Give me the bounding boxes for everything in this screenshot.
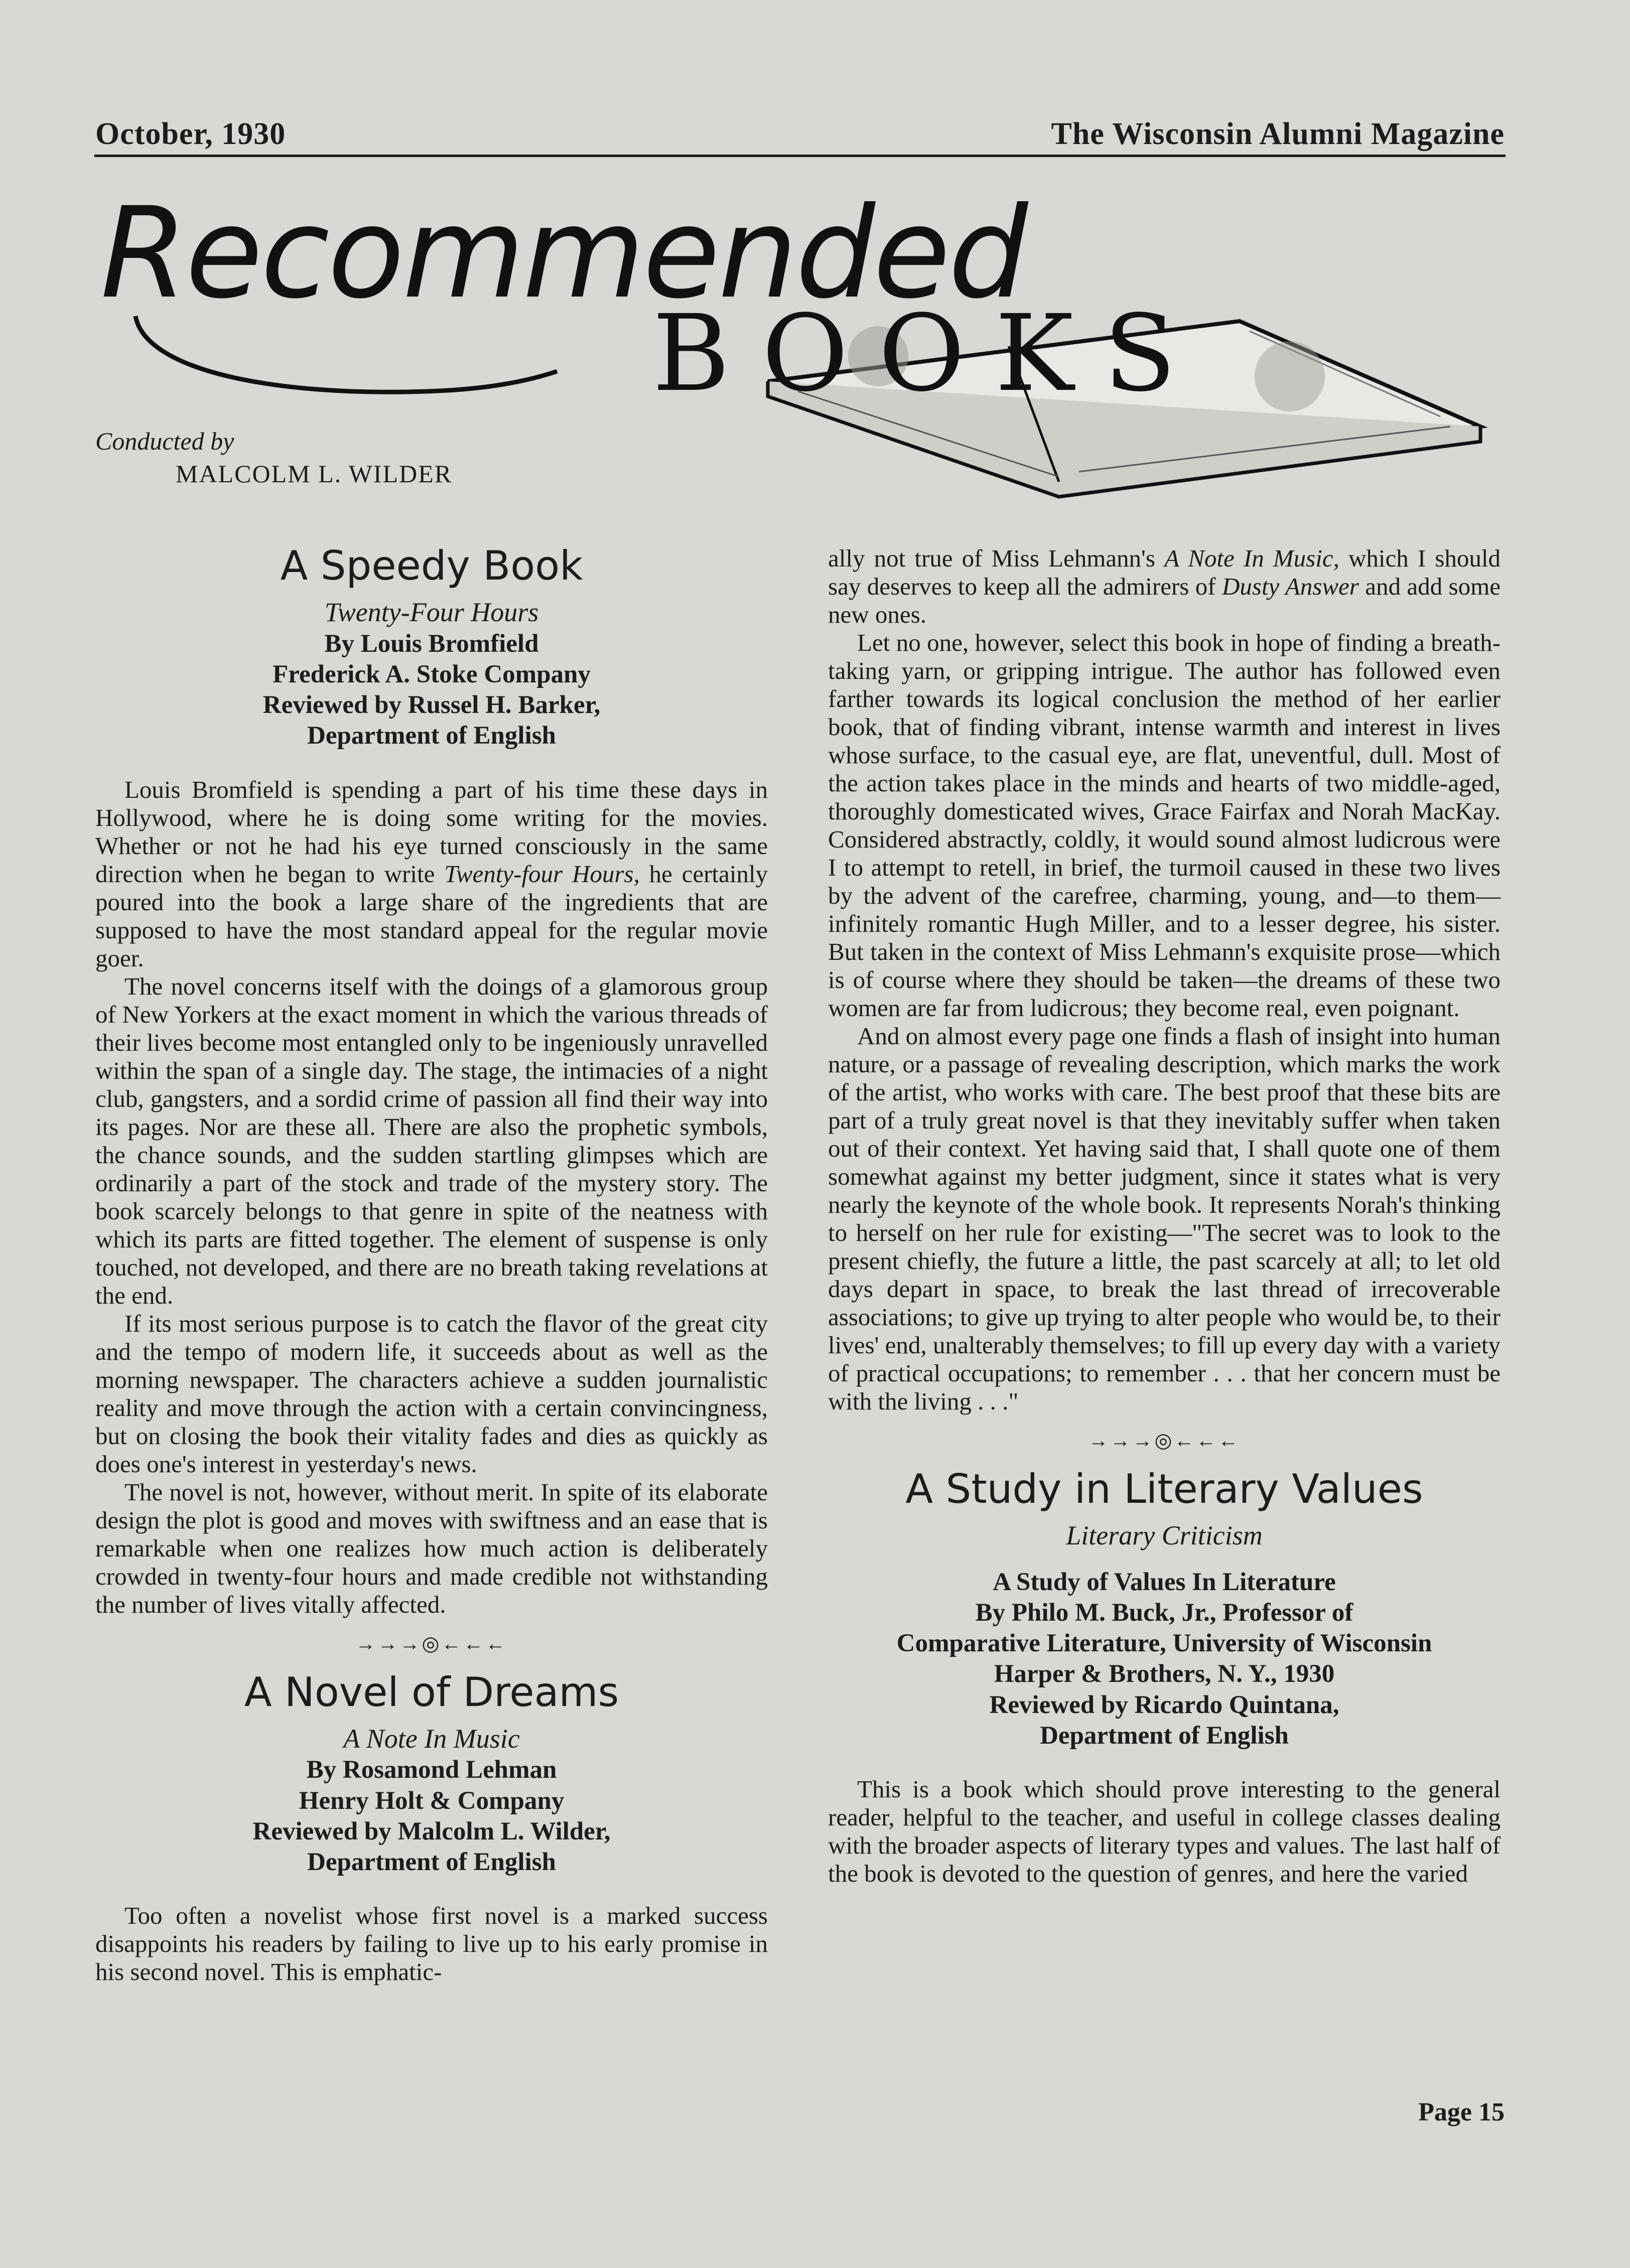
review3-book-title: A Study of Values In Literature (993, 1568, 1336, 1596)
review1-publisher: Frederick A. Stoke Company (273, 660, 591, 688)
review3-category: Literary Criticism (1066, 1520, 1263, 1550)
review1-paragraph-2: The novel concerns itself with the doings of a glamorous group of New Yorkers at the exact moment in which the various threads of their lives become most entangled only to be ingeniously unravelled within the span of a single day. The stage, the intimacies of a night club, gangsters, and a sordid crime of passion all find their way into its pages. Nor are these all. There are also the prophetic symbols, the chance sounds, and the sudden startling glimpses which are ordinarily a part of the stock and trade of the mystery story. The book scarcely belongs to that genre in spite of the neatness with which its parts are fitted together. The element of suspense is only touched, not developed, and there are no breath taking revelations at the end. (95, 972, 768, 1309)
review3-author: By Philo M. Buck, Jr., Professor of (975, 1598, 1353, 1627)
review1-book-title: Twenty-Four Hours (324, 597, 539, 627)
review2-paragraph-1: Too often a novelist whose first novel is a marked success disappoints his readers by failing to live up to his early promise in his second novel. This is emphatic- (95, 1902, 768, 1986)
review1-paragraph-1: Louis Bromfield is spending a part of his time these days in Hollywood, where he is doing some writing for the movies. Whether or not he had his eye turned consciously in the same direction when he began to write Twenty-four Hours, he certainly poured into the book a large share of the ingredients that are supposed to have the most standard appeal for the regular movie goer. (95, 775, 768, 972)
review3-department: Department of English (1040, 1721, 1289, 1750)
review1-paragraph-4: The novel is not, however, without merit. In spite of its elaborate design the plot is good and moves with swiftness and an ease that is remarkable when one realizes how much action is deliberately crowded in twenty-four hours and made credible not withstanding the number of lives vitally affected. (95, 1478, 768, 1618)
conducted-by-label: Conducted by (95, 427, 234, 455)
conductor-name: MALCOLM L. WILDER (176, 460, 453, 488)
review2-heading: A Novel of Dreams (244, 1668, 619, 1716)
review2-department: Department of English (307, 1848, 556, 1876)
review3-paragraph-1: This is a book which should prove interesting to the general reader, helpful to the teacher, and useful in college classes dealing with the broader aspects of literary types and values. The last half of the book is devoted to the question of genres, and here the varied (828, 1775, 1501, 1887)
review2-paragraph-3: And on almost every page one finds a flash of insight into human nature, or a passage of revealing description, which marks the work of the artist, who works with care. The best proof that these bits are part of a truly great novel is that they inevitably suffer when taken out of their context. Yet having said that, I shall quote one of them somewhat against my better judgment, since it states what is very nearly the keynote of the whole book. It represents Norah's thinking to herself on her rule for existing—"The secret was to look to the present chiefly, the future a little, the past scarcely at all; to let old days depart in space, to break the last thread of irrecoverable associations; to give up trying to alter people who would be, to their lives' end, unalterably themselves; to fill up every day with a variety of practical occupations; to remember . . . that her concern must be with the living . . ." (828, 1022, 1501, 1415)
page-number: Page 15 (1418, 2098, 1505, 2127)
ornament-divider-2: →→→◎←←← (1088, 1429, 1241, 1452)
left-column (95, 542, 768, 1986)
review1-reviewer: Reviewed by Russel H. Barker, (262, 691, 601, 720)
review1-paragraph-3: If its most serious purpose is to catch the flavor of the great city and the tempo of modern life, it succeeds about as well as the morning newspaper. The characters achieve a sudden journalistic reality and move through the action with a certain convincingness, but on closing the book their vitality fades and dies as quickly as does one's interest in yesterday's news. (95, 1309, 768, 1478)
review2-author: By Rosamond Lehman (306, 1756, 557, 1784)
review1-department: Department of English (307, 722, 556, 750)
review2-paragraph-2: Let no one, however, select this book in hope of finding a breath-taking yarn, or gripping intrigue. The author has followed even farther towards its logical conclusion the method of her earlier book, that of finding vibrant, intense warmth and interest in lives whose surface, to the casual eye, are flat, uneventful, dull. Most of the action takes place in the minds and hearts of two middle-aged, thoroughly domesticated wives, Grace Fairfax and Norah MacKay. Considered abstractly, coldly, it would sound almost ludicrous were I to attempt to retell, in brief, the turmoil caused in these two lives by the advent of the carefree, charming, young, and—to them—infinitely romantic Hugh Miller, and to a lesser degree, his sister. But taken in the context of Miss Lehmann's exquisite prose—which is of course where they should be taken—the dreams of these two women are far from ludicrous; they become real, even poignant. (828, 629, 1501, 1022)
magazine-name: The Wisconsin Alumni Magazine (1051, 117, 1505, 151)
review1-heading: A Speedy Book (280, 542, 583, 589)
review3-publisher: Harper & Brothers, N. Y., 1930 (994, 1660, 1335, 1688)
review2-reviewer: Reviewed by Malcolm L. Wilder, (252, 1817, 611, 1846)
section-title-books: BOOKS (652, 292, 1206, 415)
review2-book-title: A Note In Music (343, 1723, 520, 1754)
header-rule (94, 155, 1506, 157)
review3-heading: A Study in Literary Values (905, 1466, 1423, 1512)
ornament-divider: →→→◎←←← (355, 1632, 508, 1655)
review2-paragraph-1-continued: ally not true of Miss Lehmann's A Note In Music, which I should say deserves to keep all the admirers of Dusty Answer and add some new ones. (828, 544, 1501, 628)
issue-date: October, 1930 (95, 117, 286, 151)
section-title-recommended: Recommended (100, 180, 1026, 326)
review1-author: By Louis Bromfield (324, 629, 539, 658)
right-column (828, 544, 1501, 1888)
review3-affiliation: Comparative Literature, University of Wisconsin (896, 1629, 1432, 1658)
review2-publisher: Henry Holt & Company (299, 1786, 565, 1815)
review3-reviewer: Reviewed by Ricardo Quintana, (989, 1690, 1339, 1719)
